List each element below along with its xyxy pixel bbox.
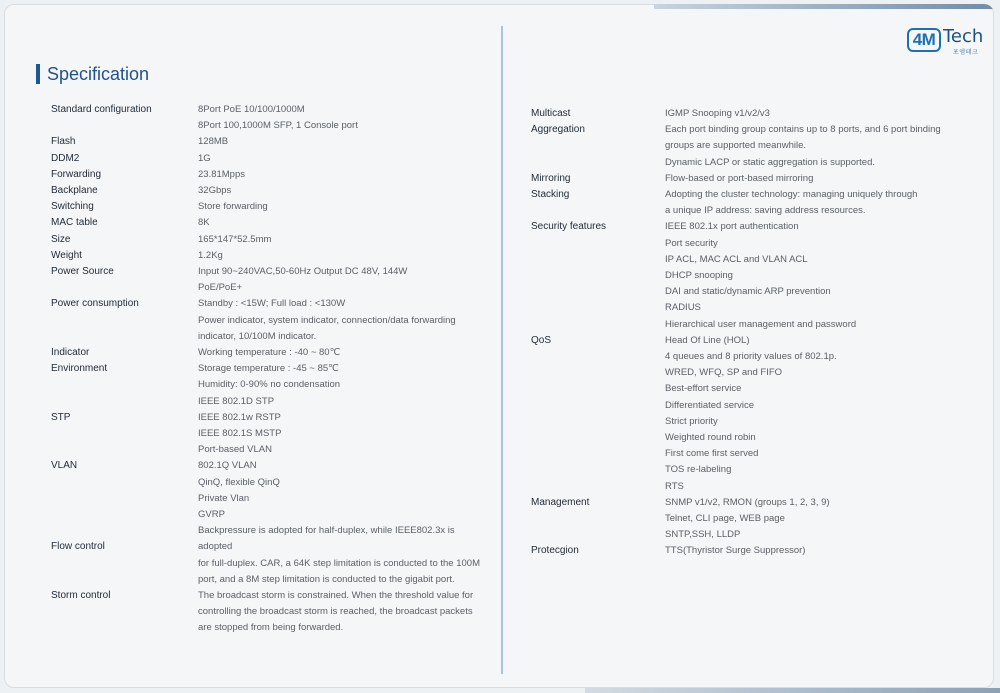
spec-value: IP ACL, MAC ACL and VLAN ACL: [665, 253, 808, 265]
spec-value: Weighted round robin: [665, 431, 756, 443]
spec-value: IGMP Snooping v1/v2/v3: [665, 108, 770, 119]
spec-value: 8K: [198, 217, 210, 229]
spec-row: [51, 361, 496, 410]
spec-label: Backplane: [51, 185, 98, 196]
spec-label: Forwarding: [51, 168, 102, 180]
spec-value: Standby : <15W; Full load : <130W: [198, 298, 346, 310]
spec-label: STP: [51, 411, 71, 423]
spec-label: Power Source: [51, 266, 114, 277]
spec-value: Port security: [665, 237, 718, 249]
spec-label: Flow control: [51, 541, 105, 553]
spec-row: [51, 410, 496, 459]
column-divider: [501, 26, 503, 674]
spec-value: indicator, 10/100M indicator.: [198, 330, 317, 342]
spec-value: 802.1Q VLAN: [198, 460, 257, 472]
spec-value: Storage temperature : -45 ~ 85℃: [198, 363, 339, 375]
spec-label: Mirroring: [531, 172, 571, 184]
spec-value: RADIUS: [665, 302, 701, 314]
spec-value: Working temperature : -40 ~ 80℃: [198, 347, 341, 358]
spec-label: Standard configuration: [51, 104, 152, 115]
spec-row: [51, 588, 496, 637]
spec-label: Size: [51, 233, 71, 245]
spec-label: DDM2: [51, 152, 80, 164]
spec-value: DAI and static/dynamic ARP prevention: [665, 286, 831, 298]
spec-label: MAC table: [51, 217, 98, 229]
spec-row: [51, 134, 496, 150]
spec-label: VLAN: [51, 460, 78, 472]
spec-value: GVRP: [198, 508, 225, 520]
spec-value: Flow-based or port-based mirroring: [665, 172, 814, 184]
spec-label: Power consumption: [51, 298, 139, 310]
spec-label: Multicast: [531, 108, 571, 119]
spec-label: Weight: [51, 249, 82, 261]
spec-value: TOS re-labeling: [665, 464, 732, 476]
spec-value: 128MB: [198, 136, 229, 148]
spec-row: [51, 539, 496, 588]
spec-value: Differentiated service: [665, 399, 755, 411]
spec-row: [51, 345, 496, 361]
spec-value: controlling the broadcast storm is reached, the broadcast packets: [198, 606, 473, 618]
spec-value: IEEE 802.1S MSTP: [198, 427, 282, 439]
spec-value: 165*147*52.5mm: [198, 233, 272, 245]
spec-value: Humidity: 0-90% no condensation: [198, 379, 341, 391]
company-logo: [907, 28, 987, 56]
spec-row: [531, 333, 991, 495]
spec-value: Store forwarding: [198, 201, 268, 213]
bottom-accent-bar: [585, 688, 1000, 693]
spec-row: [51, 183, 496, 199]
spec-row: [51, 296, 496, 345]
spec-value: Best-effort service: [665, 383, 742, 395]
spec-label: Indicator: [51, 347, 90, 358]
page-title: Specification: [47, 64, 150, 84]
spec-row: [51, 199, 496, 215]
logo-text: Tech: [943, 26, 984, 47]
spec-value: a unique IP address: saving address resources.: [665, 205, 866, 217]
top-accent-bar: [654, 4, 994, 9]
spec-value: Each port binding group contains up to 8 ports, and 6 port binding: [665, 124, 941, 136]
spec-value: 23.81Mpps: [198, 168, 246, 180]
spec-row: [51, 458, 496, 539]
spec-label: Protecgion: [531, 545, 579, 557]
spec-row: [51, 151, 496, 167]
spec-row: [51, 264, 496, 296]
spec-row: [531, 543, 991, 559]
spec-label: Environment: [51, 363, 108, 375]
spec-value: Power indicator, system indicator, connection/data forwarding: [198, 314, 456, 326]
spec-value: 1.2Kg: [198, 249, 223, 261]
spec-row: [51, 167, 496, 183]
spec-value: The broadcast storm is constrained. When the threshold value for: [198, 590, 474, 601]
spec-value: adopted: [198, 541, 233, 553]
spec-row: [531, 187, 991, 219]
spec-label: Storm control: [51, 590, 111, 601]
spec-value: QinQ, flexible QinQ: [198, 476, 280, 488]
spec-row: [531, 122, 991, 171]
spec-row: [51, 215, 496, 231]
spec-row: [51, 232, 496, 248]
spec-value: Input 90~240VAC,50-60Hz Output DC 48V, 144W: [198, 266, 408, 277]
spec-label: Security features: [531, 221, 607, 233]
spec-value: RTS: [665, 480, 684, 492]
spec-value: 32Gbps: [198, 185, 232, 196]
spec-row: [531, 171, 991, 187]
spec-value: groups are supported meanwhile.: [665, 140, 807, 152]
spec-value: First come first served: [665, 448, 759, 460]
spec-label: QoS: [531, 334, 552, 346]
spec-value: Dynamic LACP or static aggregation is supported.: [665, 156, 875, 168]
spec-value: Hierarchical user management and password: [665, 318, 857, 330]
spec-value: PoE/PoE+: [198, 282, 243, 294]
logo-mark: 4M: [907, 28, 941, 52]
spec-row: [51, 102, 496, 134]
spec-label: Aggregation: [531, 124, 585, 136]
spec-value: IEEE 802.1w RSTP: [198, 411, 281, 423]
spec-value: SNMP v1/v2, RMON (groups 1, 2, 3, 9): [665, 496, 830, 508]
spec-value: port, and a 8M step limitation is conducted to the gigabit port.: [198, 573, 455, 585]
spec-label: Management: [531, 496, 590, 508]
spec-value: TTS(Thyristor Surge Suppressor): [665, 545, 806, 557]
spec-value: are stopped from being forwarded.: [198, 622, 344, 634]
spec-value: IEEE 802.1x port authentication: [665, 221, 799, 233]
spec-row: [51, 248, 496, 264]
spec-value: SNTP,SSH, LLDP: [665, 529, 741, 541]
heading-accent-bar: [36, 64, 40, 84]
spec-value: IEEE 802.1D STP: [198, 395, 275, 407]
logo-subtext: 포엠테크: [953, 50, 979, 56]
spec-value: DHCP snooping: [665, 269, 733, 281]
spec-value: Head Of Line (HOL): [665, 334, 750, 346]
spec-row: [531, 495, 991, 544]
spec-value: 8Port 100,1000M SFP, 1 Console port: [198, 120, 358, 132]
spec-value: 8Port PoE 10/100/1000M: [198, 104, 305, 115]
spec-value: for full-duplex. CAR, a 64K step limitation is conducted to the 100M: [198, 557, 480, 569]
spec-row: [531, 106, 991, 122]
spec-label: Stacking: [531, 189, 570, 200]
spec-sheet: [4, 4, 994, 688]
spec-value: Telnet, CLI page, WEB page: [665, 512, 785, 524]
spec-value: Port-based VLAN: [198, 444, 272, 456]
spec-row: [531, 219, 991, 332]
spec-label: Flash: [51, 136, 76, 148]
spec-value: Private Vlan: [198, 492, 250, 504]
spec-value: Adopting the cluster technology: managing uniquely through: [665, 189, 918, 200]
spec-value: Backpressure is adopted for half-duplex, while IEEE802.3x is: [198, 525, 455, 537]
spec-value: 1G: [198, 152, 211, 164]
spec-value: 4 queues and 8 priority values of 802.1p.: [665, 350, 837, 362]
spec-value: WRED, WFQ, SP and FIFO: [665, 367, 783, 379]
spec-value: Strict priority: [665, 415, 718, 427]
spec-label: Switching: [51, 201, 94, 213]
